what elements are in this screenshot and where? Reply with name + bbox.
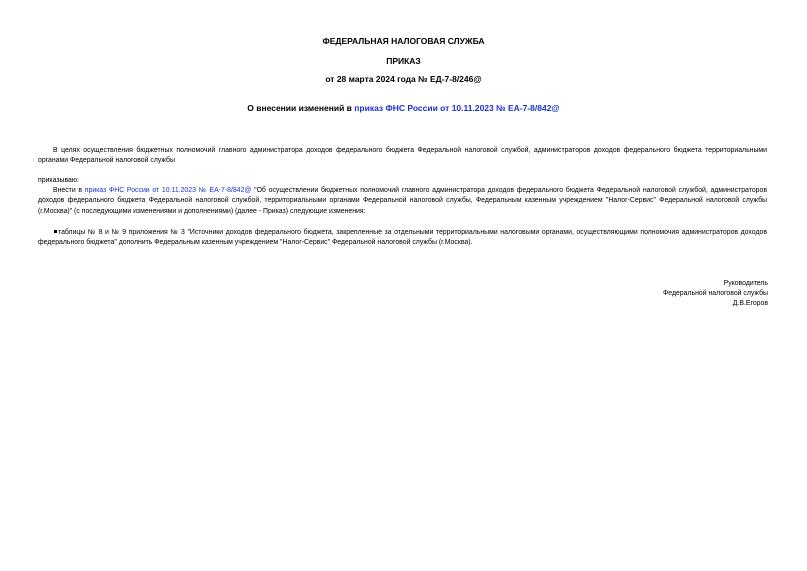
document-title-prefix: О внесении изменений в bbox=[247, 103, 355, 113]
document-title-link[interactable]: приказ ФНС России от 10.11.2023 № ЕА-7-8/842@ bbox=[354, 103, 560, 113]
bullet-icon bbox=[54, 230, 57, 233]
order-word: приказываю: bbox=[38, 177, 79, 184]
main-prefix: Внести в bbox=[53, 187, 85, 194]
referenced-order-link[interactable]: приказ ФНС России от 10.11.2023 № ЕА-7-8/842@ bbox=[84, 187, 252, 194]
change-item-text: таблицы № 8 и № 9 приложения № 3 "Источники доходов федерального бюджета, закрепленные за отдельными территориальными налоговыми органами, осуществляющими полномочия администраторов доходов федерального бюджета" дополнить Федеральным казенным учреждением "Налог-Сервис" Федеральной налоговой службы (г.Москва). bbox=[38, 229, 767, 247]
signature-name: Д.В.Егоров bbox=[732, 300, 768, 307]
main-rest: "Об осуществлении бюджетных полномочий главного администратора доходов федерального бюджета Федеральной налоговой службой, администраторов доходов федерального бюджета Федеральной налоговой службой, территориальными органами Федеральной налоговой службы, Федеральным казенным учреждением "Налог-Сервис" Федеральной налоговой службы (г.Москва)" (с последующими изменениями и дополнениями) (далее - Приказ) следующие изменения: bbox=[38, 187, 767, 215]
document-title bbox=[0, 103, 807, 114]
main-paragraph bbox=[38, 186, 767, 217]
agency-name: ФЕДЕРАЛЬНАЯ НАЛОГОВАЯ СЛУЖБА bbox=[322, 36, 485, 46]
signature-organization: Федеральной налоговой службы bbox=[663, 290, 768, 297]
document-type: ПРИКАЗ bbox=[386, 56, 421, 66]
document-date-number: от 28 марта 2024 года № ЕД-7-8/246@ bbox=[325, 74, 482, 84]
preamble-text: В целях осуществления бюджетных полномочий главного администратора доходов федерального бюджета Федеральной налоговой службой, администраторов доходов федерального бюджета территориальными органами Федеральной налоговой службы bbox=[38, 147, 767, 165]
preamble-paragraph bbox=[38, 146, 767, 167]
change-item bbox=[38, 228, 767, 249]
signature-position: Руководитель bbox=[723, 280, 768, 287]
